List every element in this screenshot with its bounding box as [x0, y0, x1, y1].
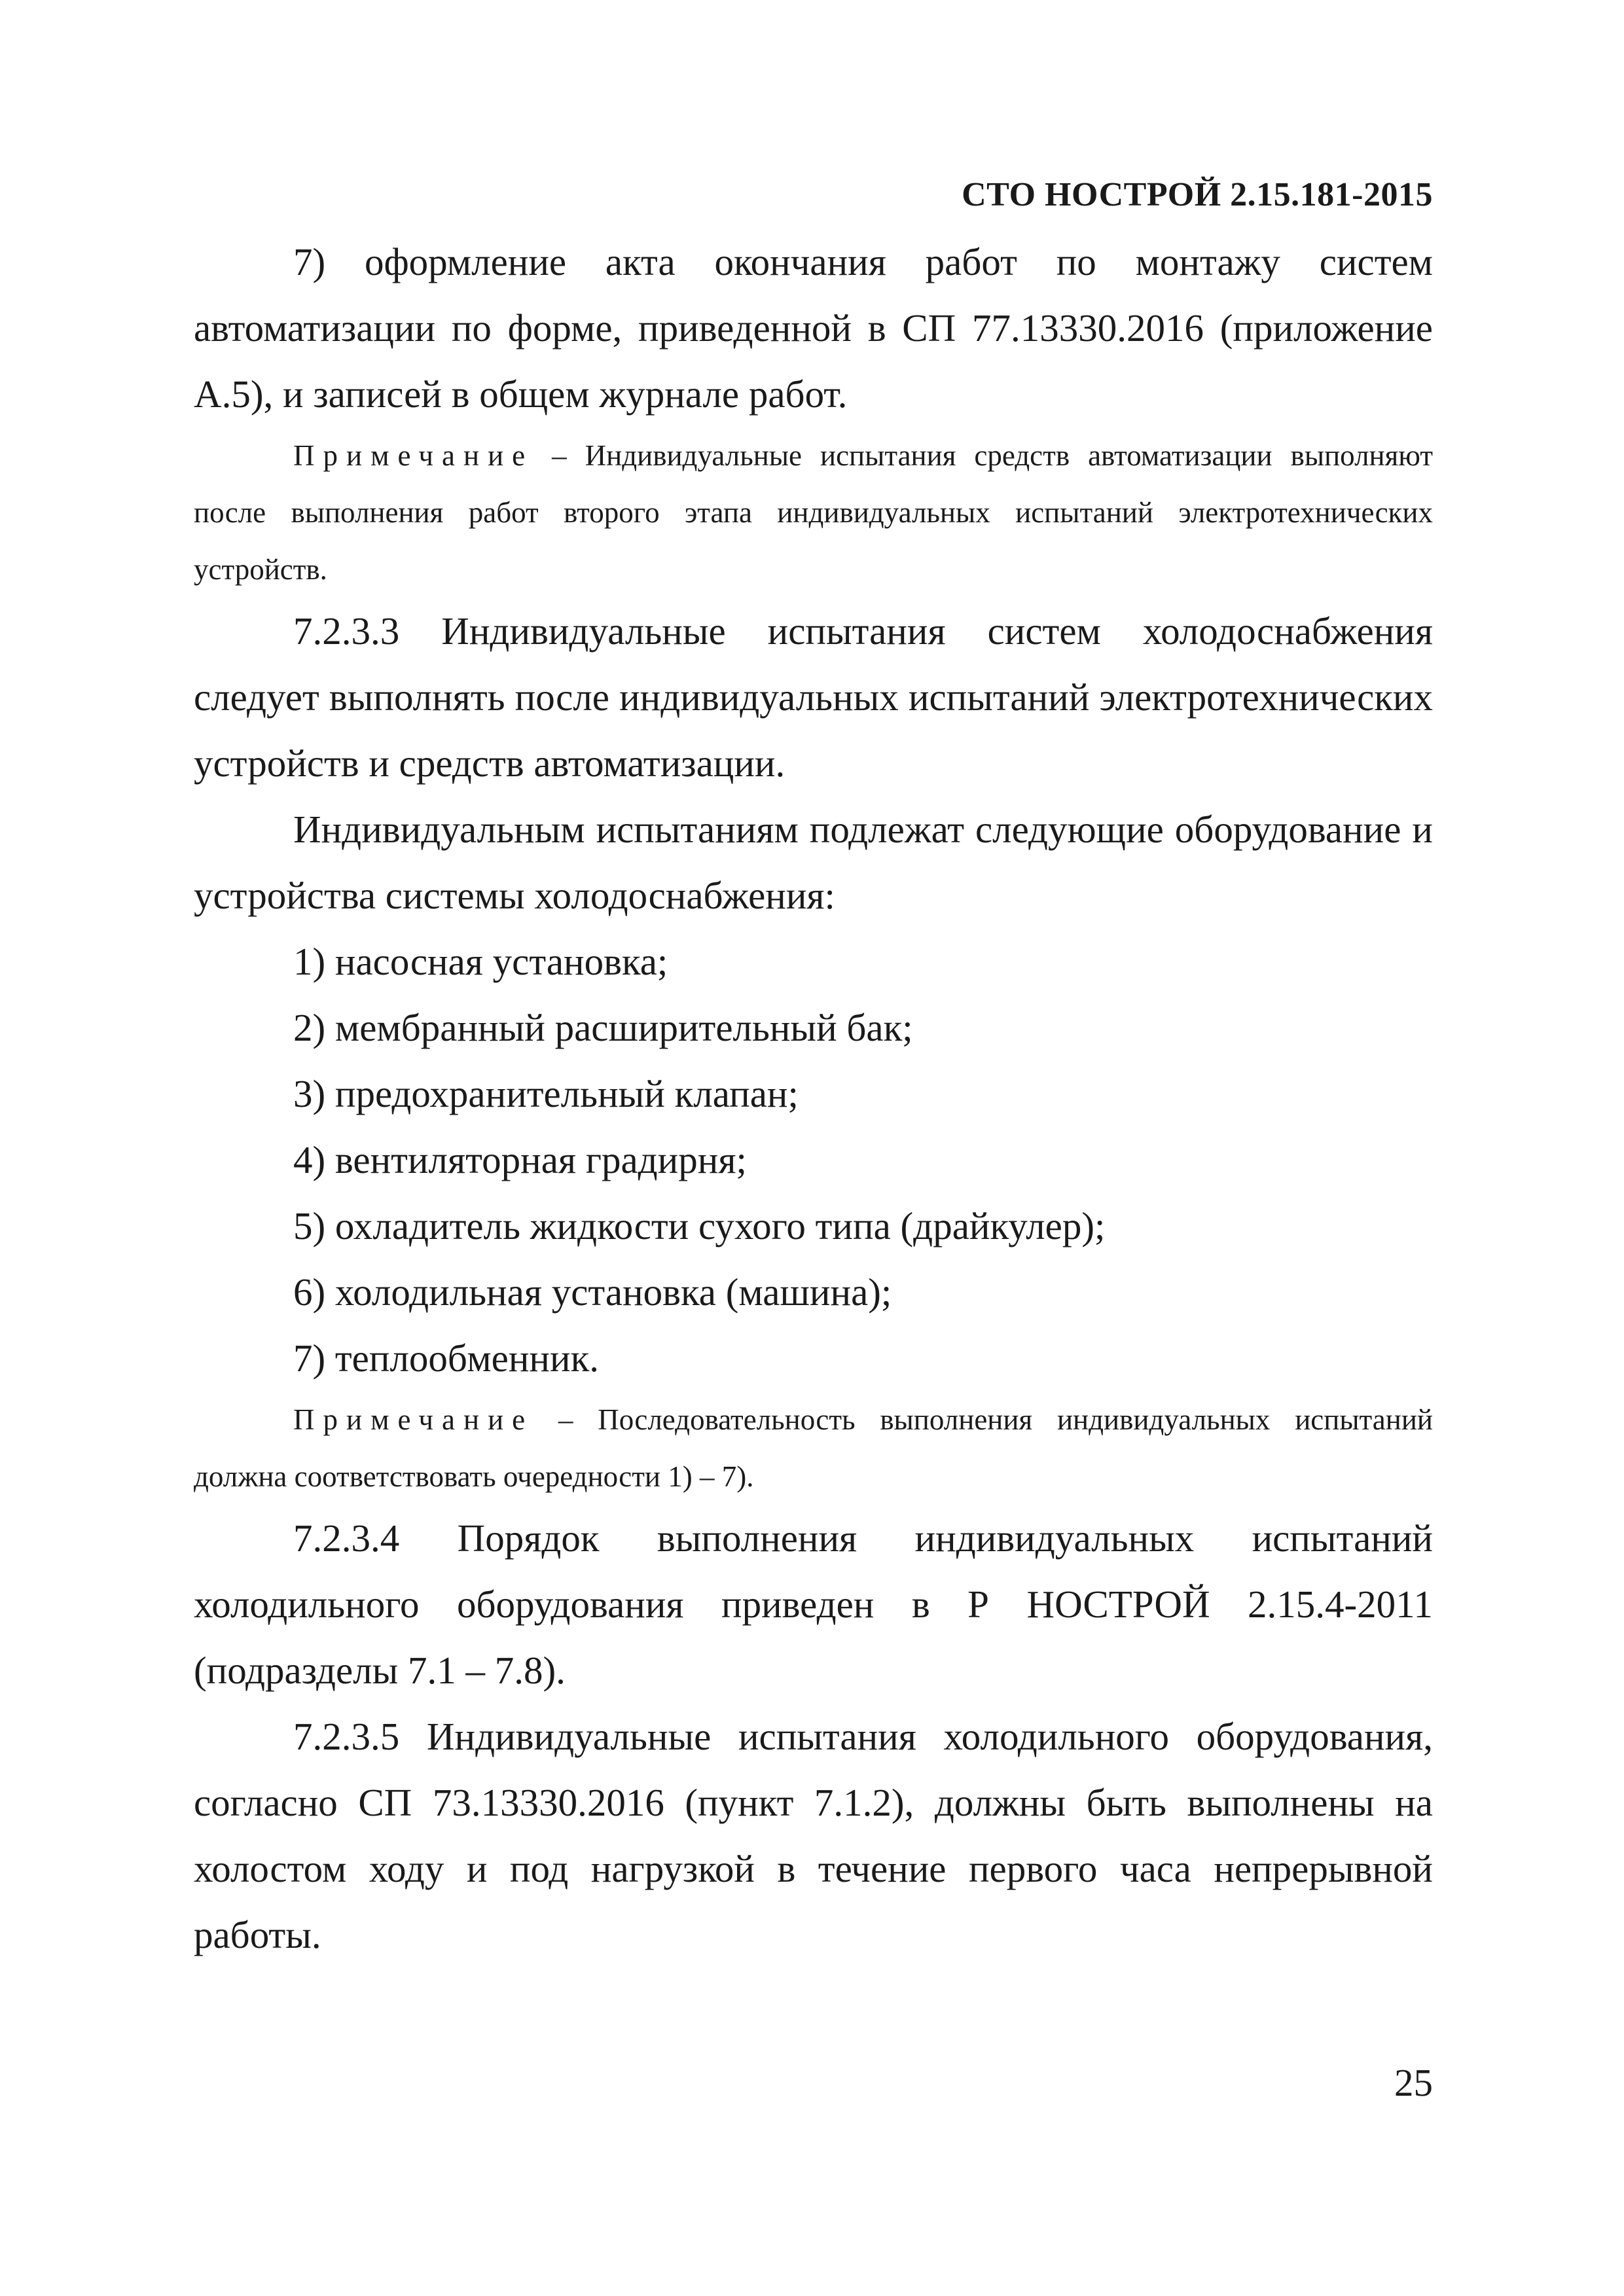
page-number: 25: [1394, 2061, 1433, 2104]
note-text: – Последовательность выполнения индивидуальных испытаний должна соответствовать очередности 1) – 7).: [194, 1403, 1433, 1493]
document-code-header: СТО НОСТРОЙ 2.15.181-2015: [962, 176, 1433, 213]
paragraph-7-2-3-5: 7.2.3.5 Индивидуальные испытания холодильного оборудования, согласно СП 73.13330.2016 (пункт 7.1.2), должны быть выполнены на холостом ходу и под нагрузкой в течение первого часа непрерывной работы.: [194, 1715, 1433, 1956]
note-automation-tests: [194, 427, 1433, 598]
paragraph-equipment-intro: Индивидуальным испытаниям подлежат следующие оборудование и устройства системы холодоснабжения:: [194, 808, 1433, 917]
list-item: 1) насосная установка;: [293, 940, 668, 983]
list-item: 7) теплообменник.: [293, 1336, 599, 1380]
note-text: – Индивидуальные испытания средств автоматизации выполняют после выполнения работ второго этапа индивидуальных испытаний электротехнических устройств.: [194, 439, 1434, 586]
note-label: Примечание: [293, 439, 534, 472]
list-item: 6) холодильная установка (машина);: [293, 1270, 892, 1314]
note-label: Примечание: [293, 1403, 534, 1436]
paragraph-7-2-3-3: 7.2.3.3 Индивидуальные испытания систем холодоснабжения следует выполнять после индивидуальных испытаний электротехнических устройств и средств автоматизации.: [194, 609, 1433, 785]
list-item: 3) предохранительный клапан;: [293, 1072, 799, 1115]
list-item: 5) охладитель жидкости сухого типа (драйкулер);: [293, 1204, 1106, 1247]
paragraph-act-completion: 7) оформление акта окончания работ по монтажу систем автоматизации по форме, приведенной в СП 77.13330.2016 (приложение А.5), и записей в общем журнале работ.: [194, 240, 1433, 416]
list-item: 4) вентиляторная градирня;: [293, 1138, 747, 1181]
page-body: [194, 229, 1433, 1968]
paragraph-7-2-3-4: 7.2.3.4 Порядок выполнения индивидуальных испытаний холодильного оборудования приведен в Р НОСТРОЙ 2.15.4-2011 (подразделы 7.1 – 7.8).: [194, 1516, 1433, 1692]
note-test-sequence: [194, 1391, 1433, 1505]
list-item: 2) мембранный расширительный бак;: [293, 1006, 913, 1049]
